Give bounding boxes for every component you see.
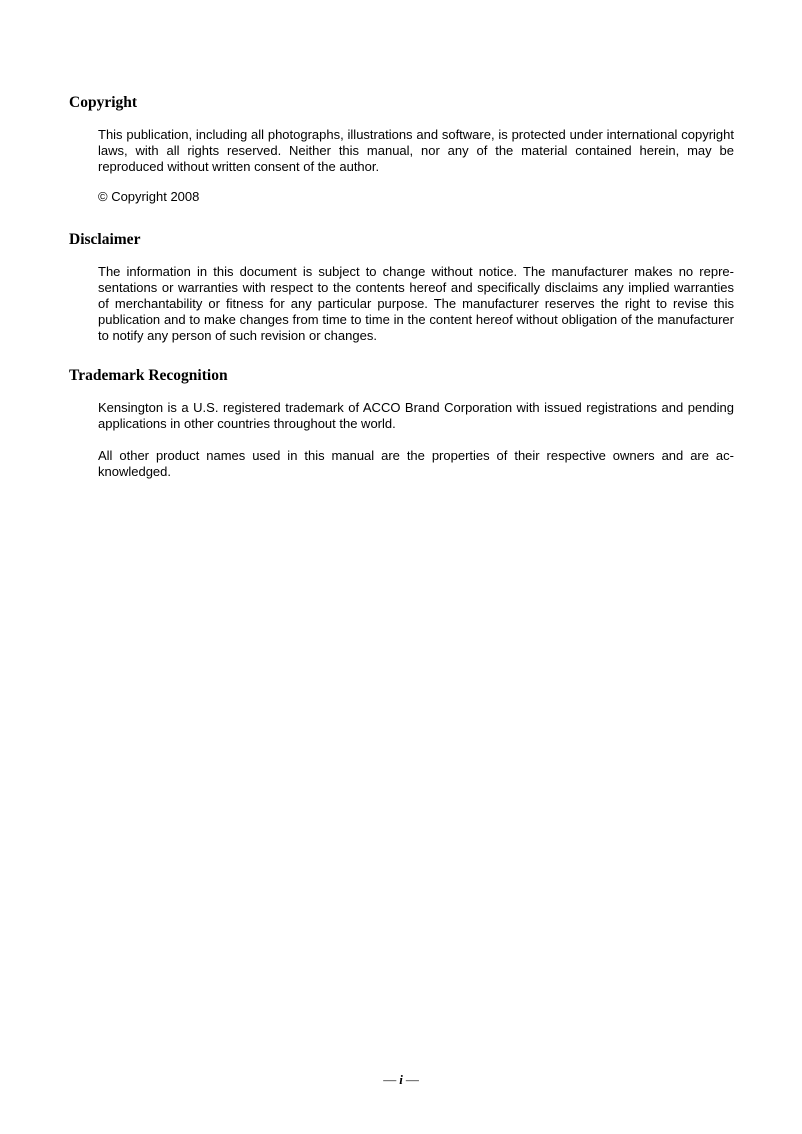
page-number: i [399,1072,403,1087]
copyright-paragraph: This publication, including all photographs, illustrations and software, is protected under international copyright laws, with all rights reserved. Neither this manual, nor any of the material contained herein, may be reproduced without written consent of the author. [98,127,734,174]
disclaimer-paragraph: The information in this document is subject to change without notice. The manufacturer makes no representations or warranties with respect to the contents hereof and specifically disclaims any implied warranties of merchantability or fitness for any particular purpose. The manufacturer reserves the right to revise this publication and to make changes from time to time in the content hereof without obligation of the manufacturer to notify any person of such revision or changes. [98,264,734,343]
footer-dash-left: — [383,1072,397,1087]
trademark-heading: Trademark Recognition [69,367,228,384]
copyright-heading: Copyright [69,94,138,111]
disclaimer-heading: Disclaimer [69,231,141,248]
footer-dash-right: — [405,1072,419,1087]
page-footer [0,1071,802,1089]
copyright-notice: © Copyright 2008 [98,189,200,204]
trademark-paragraph-other-names: All other product names used in this manual are the properties of their respective owners and are acknowledged. [98,448,734,479]
trademark-paragraph-kensington: Kensington is a U.S. registered trademark of ACCO Brand Corporation with issued registrations and pending applications in other countries throughout the world. [98,400,734,431]
